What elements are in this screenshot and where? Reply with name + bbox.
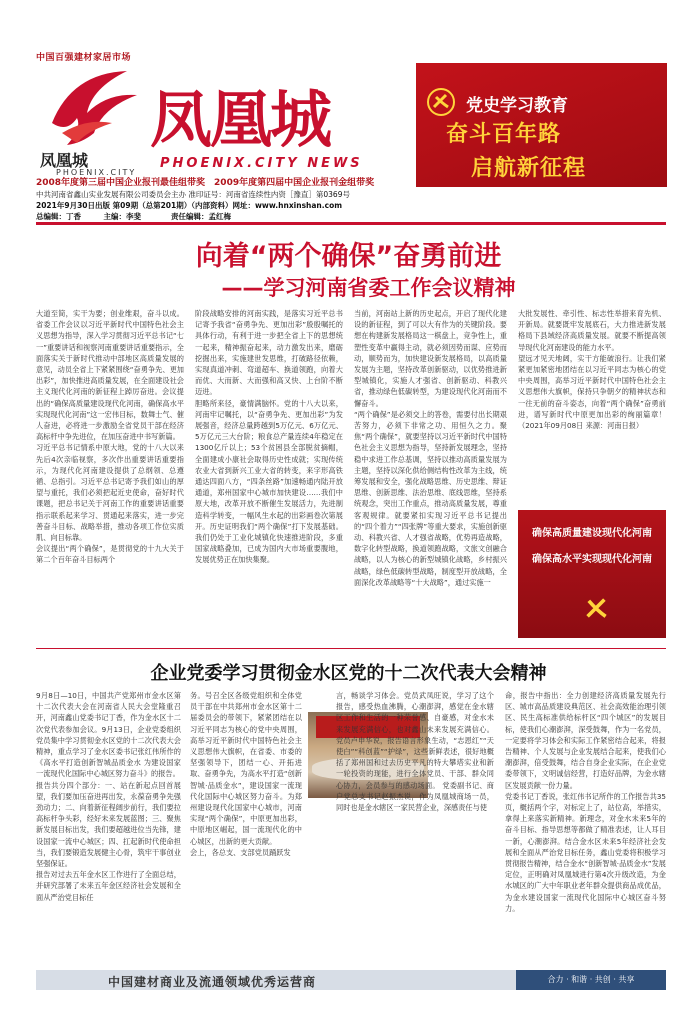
logo-english-name: PHOENIX.CITY xyxy=(56,168,137,177)
newspaper-title: 凤凰城 xyxy=(150,83,331,156)
footer-slogan: 中国建材商业及流通领域优秀运营商 xyxy=(108,975,317,989)
info-line-1: 中共河南省鑫山实业发展有限公司委员会主办 准印证号：河南省连续性内资［豫直］第0369号 xyxy=(36,190,350,199)
newspaper-title-english: PHOENIX.CITY NEWS xyxy=(160,156,363,171)
article1-column-1: 大道至简，实干为要；创业维艰，奋斗以成。省委工作会议以习近平新时代中国特色社会主义思想为指导，深入学习贯彻习近平总书记“七一”重要讲话和视察河南重要讲话重要指示，全面落实关于新时代推动中部地区高质量发展的意见，动员全省上下紧紧围绕“奋勇争先、更加出彩”，加快推进高质量发展，在全面建设社会主义现代化河南的新征程上踔厉奋进。会议提出的“确保高质量建设现代化河南，确保高水平实现现代化河南”这一宏伟目标，数舞士气、催人奋进，必将进一步激励全省党员干部在经济高标杆中争先进位，在加压奋进中书写新篇。 习近平总书记情系中原大地，党的十八大以来先后4次亲临视察，多次作出重要讲话重要指示，为现代化河南建设提供了总纲领、总遵循、总指引。习近平总书记寄予我们如山的厚望与重托，我们必须把起近史使命，奋好时代课题，把总书记关于河南工作的重要讲话重要指示联系起来学习、贯通起来落实，进一步完善奋斗目标、战略举措，推动各项工作位实质肌、向目标靠。 会议提出“两个确保”，是贯彻党的十九大关于第二个百年奋斗目标两个 xyxy=(36,309,184,565)
article1-title: 向着“两个确保”奋勇前进 xyxy=(195,241,502,272)
party-emblem-icon xyxy=(426,87,456,117)
banner-line-3: 启航新征程 xyxy=(471,156,587,181)
slogan-box-line-2: 确保高水平实现现代化河南 xyxy=(532,554,652,565)
article2-column-3-top: 言，畅谈学习体会。党员武凤旺说，学习了这个报告，感受热血沸腾，心潮澎湃，感觉在金水辖区工作和生活的一种荣誉感、自豪感，对金水未来发展充满信心，也对鑫山未来发展充满信心。党员卢申华说，报告语言形象生动，“志恩红”“天使白”“科创蓝”“护绿”，这些新鲜表述，很好地概括了郑州国和过去历史平凡的特大攀塔实业和新一轮投资的现能，进行全体党员、干部、群众同心协力，会员参与的感动场面。 党委副书记、商户党总支书记赵振杰说，作为凤凰城商场一员，同时也是金水辖区一家民营企业，深感责任与使 xyxy=(336,691,494,813)
info-line-3: 总编辑：丁香 主编：李斐 责任编辑：孟红梅 xyxy=(36,212,231,221)
article2-column-3-wrap xyxy=(432,712,494,802)
article2-column-1: 9月8日—10日，中国共产党郑州市金水区第十二次代表大会在河南省人民大会堂隆重召开，河南鑫山党委书记丁香，作为金水区十二次党代表参加会议。9月13日，企业党委组织党员集中学习贯彻金水区党的十二次代表大会精神，重点学习了金水区委书记张红伟所作的《高水平打造创新智城品质金水 为建设国家一流现代化国际中心城区努力奋斗》的报告。 报告共分四个部分：一、站在新起点回首展望，我们要加压奋进再出发，永葆奋勇争先强劲动力；二、向着新征程阔步前行，我们要拉高标杆争头彩，经好未来发展蓝图；三、聚焦新发展目标出发，我们要超越进位当先锋，建设国家一流中心城区；四、扛起新时代使命担当，我们要锻造发展健主心骨，筑牢干事创业坚强保证。 报告对过去五年金水区工作进行了全面总结，并研究部署了未来五年金区经济社会发展和全面从严治党目标任 xyxy=(36,691,181,902)
banner-line-2: 奋斗百年路 xyxy=(446,122,562,147)
article2-column-4: 命，报告中指出：全力创建经济高质量发展先行区、城市高品质建设典范区、社会高效能治理引领区、民生高标准供给标杆区“四个城区”的发展目标，使我们心潮澎湃，深受鼓舞，作为一名党员，一定要将学习体会和实际工作紧密结合起来，将报告精神、个人发展与企业发展结合起来，使我们心潮澎湃，倍受鼓舞，结合自身企业实际，在企业党委带领下，文明诚信经营，打造好品牌，为金水辖区发展贡献一份力量。 党委书记丁香说，张红伟书记所作的工作报告共35页，概括两个字，对标定上了，站位高，举措实，拿得上来落实新精神。新理念，对金水未来5年的奋斗目标、指导思想等都做了精准表述，让人耳目一新，心潮澎湃。结合金水区未来5年经济社会发展和全面从严治党目标任务，鑫山党委将积极学习贯彻报告精神，结合金水“创新智城·品质金水”发展定位，正明确对凤凰城进行第4次升级改造，为金水城区的广大中年职业老年群众提供商品成优品，为金水建设国家一流现代化国际中心城区奋斗努力。 xyxy=(505,691,666,913)
slogan-box xyxy=(518,510,666,638)
article1-column-4: 大批发展性、牵引性、标志性举措来育先机、开新局。就要既牢发展底石，大力推进新发展格局下县域经济高质量发展。就要不断提高领导现代化河南建设的能力水平。 望远才见天地阔，实干方能破浪行。让我们紧紧更加紧密地团结在以习近平同志为核心的党中央周围，高举习近平新时代中国特色社会主义思想伟大旗帜，保持只争朝夕的精神状态和一往无前的奋斗姿态，向着“两个确保”奋勇前进，谱写新时代中原更加出彩的绚丽篇章！（2021年09月08日 来源：河南日报） xyxy=(518,309,666,431)
article2-title: 企业党委学习贯彻金水区党的十二次代表大会精神 xyxy=(150,663,547,684)
article1-subtitle: ——学习河南省委工作会议精神 xyxy=(221,276,516,300)
article2-column-3-bottom xyxy=(336,805,494,963)
banner-line-1: 党史学习教育 xyxy=(466,96,568,116)
party-history-banner xyxy=(416,63,667,187)
masthead-divider xyxy=(36,222,666,225)
party-emblem-icon xyxy=(578,590,614,626)
article1-column-2: 阶段战略安排的河南实践，是落实习近平总书记寄予我省“奋勇争先、更加出彩”殷殷嘱托的具体行动，有利于进一步把全省上下的思想统一起来，精神振奋起来，动力激发出来，磨砺挖掘出来，实施建世发思维，打破路径依赖，实现真道冲刺、弯道超车、换道领跑，向着大而优、大而新、大而强和高又快、上台阶不断迈进。 胆略所来径，豪情满脑怀。党的十八大以来，河南牢记嘱托，以“奋勇争先、更加出彩”为发展强音，经济总量跨越到5万亿元、6万亿元、5万亿元三大台阶；粮食总产量连续4年稳定在1300亿斤以上；53个贫困县全部脱贫摘帽，全面建成小康社会取得历史性成就；实现传统农业大省到新兴工业大省的转变，来字形高铁通达四面八方，“四条丝路”加速畅通内陆开放通道，郑州国家中心城市加快建设……我们中原大地，改革开放不断催生发展活力，先进制造科学转变，一幅风生水起的出彩画卷次第展开。历史证明我们“两个确保”打下发展基础。我们仍处于工业化城镇化快速推进阶段，多重国家战略叠加，已成为国内大市场重要腹地，发展优势正在加快集聚。 xyxy=(195,309,343,565)
footer-motto: 合力 · 和谐 · 共创 · 共享 xyxy=(516,970,666,990)
article2-column-2: 务。号召全区各级党组织和全体党员干部在中共郑州市金水区第十二届委员会的带领下，紧紧团结在以习近平同志为核心的党中央周围，高举习近平新时代中国特色社会主义思想伟大旗帜，在省委、市委的坚强领导下，团结一心、开拓进取、奋勇争先，为高水平打造“创新智城·品质金水”，建设国家一流现代化国际中心城区努力奋斗。为郑州建设现代化国家中心城市，河南实现“两个确保”，中原更加出彩，中原地区崛起，国一流现代化的中心城区，出新的更大贡献。 会上，各总支、支部党员踊跃发 xyxy=(190,691,302,857)
section-divider xyxy=(36,648,666,649)
info-line-2: 2021年9月30日出版 第09期（总第201期）（内部资料）网址：www.hnxinshan.com xyxy=(36,201,343,210)
publication-info xyxy=(36,189,350,222)
article1-column-3: 当前，河南站上新的历史起点，开启了现代化建设的新征程，到了可以大有作为的关键阶段。要想在构建新发展格局这一棋盘上，竞争性上，重塑性变革中赢得主动，就必须因势而谋、应势而动，顺势而为，加快建设新发展格局，以高质量发展为主题，坚持改革创新驱动，以优势推进新型城镇化，实施人才强省、创新驱动、科教兴省，推动绿色低碳转型，为建设现代化河南而不懈奋斗。 “两个确保”是必须交上的答卷，需要付出长期艰苦努力，必须下非常之功、用恒久之力。聚焦“两个确保”，就要坚持以习近平新时代中国特色社会主义思想为指导，坚持新发展理念，坚持稳中求进工作总基调，坚持以推动高质量发展为主题，坚持以深化供给侧结构性改革为主线，统筹发展和安全，强化战略思维、历史思维、辩证思维、创新思维、法治思维、底线思维，坚持系统观念，突出工作重点，推动高质量发展，尊重客观规律。就要紧扣实现习近平总书记提出的“四个着力”“四张牌”等重大要求，实施创新驱动、科教兴省、人才强省战略，优势再造战略，数字化转型战略，换道领跑战略，文旅文创融合战略，以人为核心的新型城镇化战略，乡村振兴战略，绿色低碳转型战略，制度型开放战略，全面深化改革战略等“十大战略”，通过实施一 xyxy=(354,309,507,587)
logo-chinese-name: 凤凰城 xyxy=(40,151,89,170)
masthead-slogan: 中国百强建材家居市场 xyxy=(36,53,132,63)
footer-bar xyxy=(36,970,666,990)
awards-line: 2008年度第三届中国企业报刊最佳组带奖 2009年度第四届中国企业报刊金组带奖 xyxy=(36,178,375,188)
slogan-box-line-1: 确保高质量建设现代化河南 xyxy=(532,528,652,539)
